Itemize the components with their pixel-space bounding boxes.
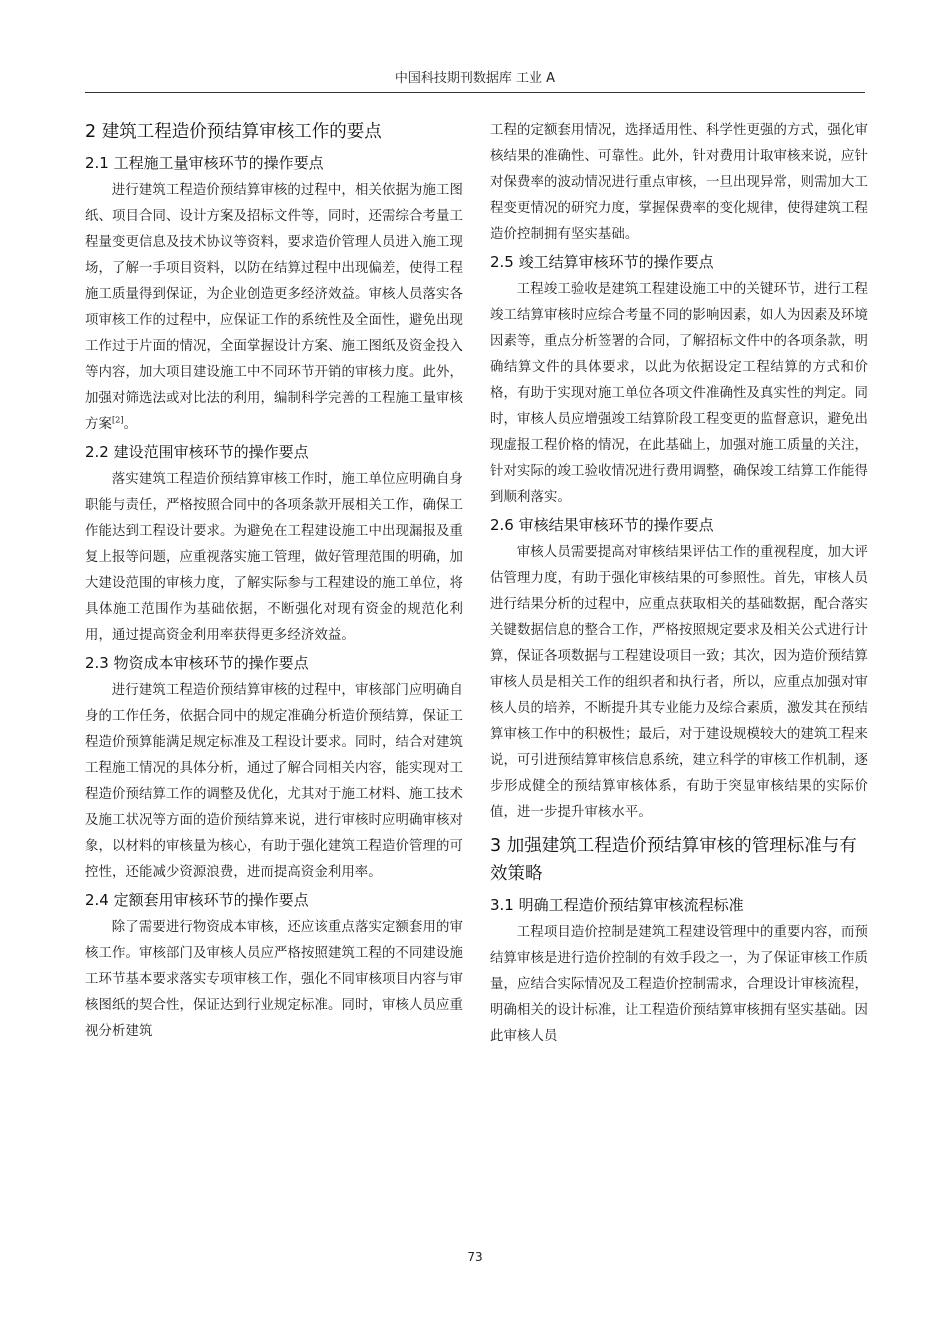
section-2-4-continued: 工程的定额套用情况，选择适用性、科学性更强的方式，强化审核结果的准确性、可靠性。此外，针对费用计取审核来说，应针对保费率的波动情况进行重点审核，一旦出现异常，则需加大工程变更情况的研究力度，掌握保费率的变化规律，使得建筑工程造价控制拥有坚实基础。 xyxy=(490,123,868,242)
section-2-3-heading: 2.3 物资成本审核环节的操作要点 xyxy=(85,654,309,672)
section-2-2-paragraph: 落实建筑工程造价预结算审核工作时，施工单位应明确自身职能与责任，严格按照合同中的各项条款开展相关工作，确保工作能达到工程设计要求。为避免在工程建设施工中出现漏报及重复上报等问题，应重视落实施工管理，做好管理范围的明确，加大建设范围的审核力度，了解实际参与工程建设的施工单位，将具体施工范围作为基础依据，不断强化对现有资金的规范化利用，通过提高资金利用率获得更多经济效益。 xyxy=(85,472,463,643)
right-column xyxy=(490,118,868,1050)
section-2-3-paragraph: 进行建筑工程造价预结算审核的过程中，审核部门应明确自身的工作任务，依据合同中的规定准确分析造价预结算，保证工程造价预算能满足规定标准及工程设计要求。同时，结合对建筑工程施工情况的具体分析，通过了解合同相关内容，能实现对工程造价预结算工作的调整及优化，尤其对于施工材料、施工技术及施工状况等方面的造价预结算来说，进行审核时应明确审核对象，以材料的审核量为核心，有助于强化建筑工程造价管理的可控性，还能减少资源浪费，进而提高资金利用率。 xyxy=(85,683,463,880)
left-column xyxy=(85,118,463,1045)
section-2-1-text: 进行建筑工程造价预结算审核的过程中，相关依据为施工图纸、项目合同、设计方案及招标文件等，同时，还需综合考量工程量变更信息及技术协议等资料，要求造价管理人员进入施工现场，了解一手项目资料，以防在结算过程中出现偏差，使得工程施工质量得到保证，为企业创造更多经济效益。审核人员落实各项审核工作的过程中，应保证工作的系统性及全面性，避免出现工作过于片面的情况，全面掌握设计方案、施工图纸及资金投入等内容，加大项目建设施工中不同环节开销的审核力度。此外，加强对筛选法或对比法的利用，编制科学完善的工程施工量审核方案 xyxy=(85,183,463,432)
section-3-1-heading: 3.1 明确工程造价预结算审核流程标准 xyxy=(490,896,744,914)
page-number: 73 xyxy=(467,1250,483,1264)
section-2-1-paragraph xyxy=(85,178,463,438)
header-rule xyxy=(85,92,865,93)
running-header: 中国科技期刊数据库 工业 A xyxy=(394,71,556,86)
section-2-4-paragraph: 除了需要进行物资成本审核，还应该重点落实定额套用的审核工作。审核部门及审核人员应严格按照建筑工程的不同建设施工环节基本要求落实专项审核工作，强化不同审核项目内容与审核图纸的契合性，保证达到行业规定标准。同时，审核人员应重视分析建筑 xyxy=(85,920,463,1039)
section-2-2-heading: 2.2 建设范围审核环节的操作要点 xyxy=(85,443,309,461)
citation-ref: [2] xyxy=(111,415,124,425)
section-2-5-paragraph: 工程竣工验收是建筑工程建设施工中的关键环节，进行工程竣工结算审核时应综合考量不同的影响因素，如人为因素及环境因素等，重点分析签署的合同，了解招标文件中的各项条款，明确结算文件的具体要求，以此为依据设定工程结算的方式和价格，有助于实现对施工单位各项文件准确性及真实性的判定。同时，审核人员应增强竣工结算阶段工程变更的监督意识，避免出现虚报工程价格的情况，在此基础上，加强对施工质量的关注，针对实际的竣工验收情况进行费用调整，确保竣工结算工作能得到顺利落实。 xyxy=(490,282,868,505)
section-3-1-paragraph: 工程项目造价控制是建筑工程建设管理中的重要内容，而预结算审核是进行造价控制的有效手段之一，为了保证审核工作质量，应结合实际情况及工程造价控制需求，合理设计审核流程，明确相关的设计标准，让工程造价预结算审核拥有坚实基础。因此审核人员 xyxy=(490,925,868,1044)
section-2-1-end: 。 xyxy=(123,417,138,432)
section-2-5-heading: 2.5 竣工结算审核环节的操作要点 xyxy=(490,253,714,271)
section-2-6-paragraph: 审核人员需要提高对审核结果评估工作的重视程度，加大评估管理力度，有助于强化审核结果的可参照性。首先，审核人员进行结果分析的过程中，应重点获取相关的基础数据，配合落实关键数据信息的整合工作，严格按照规定要求及相关公式进行计算，保证各项数据与工程建设项目一致；其次，因为造价预结算审核人员是相关工作的组织者和执行者，所以，应重点加强对审核人员的培养，不断提升其专业能力及综合素质，激发其在预结算审核工作中的积极性；最后，对于建设规模较大的建筑工程来说，可引进预结算审核信息系统，建立科学的审核工作机制，逐步形成健全的预结算审核体系，有助于突显审核结果的实际价值，进一步提升审核水平。 xyxy=(490,545,868,820)
section-2-6-heading: 2.6 审核结果审核环节的操作要点 xyxy=(490,516,714,534)
section-2-4-heading: 2.4 定额套用审核环节的操作要点 xyxy=(85,891,309,909)
section-2-1-heading: 2.1 工程施工量审核环节的操作要点 xyxy=(85,154,324,172)
section-2-heading: 2 建筑工程造价预结算审核工作的要点 xyxy=(85,122,382,142)
section-3-heading: 3 加强建筑工程造价预结算审核的管理标准与有效策略 xyxy=(490,836,857,884)
